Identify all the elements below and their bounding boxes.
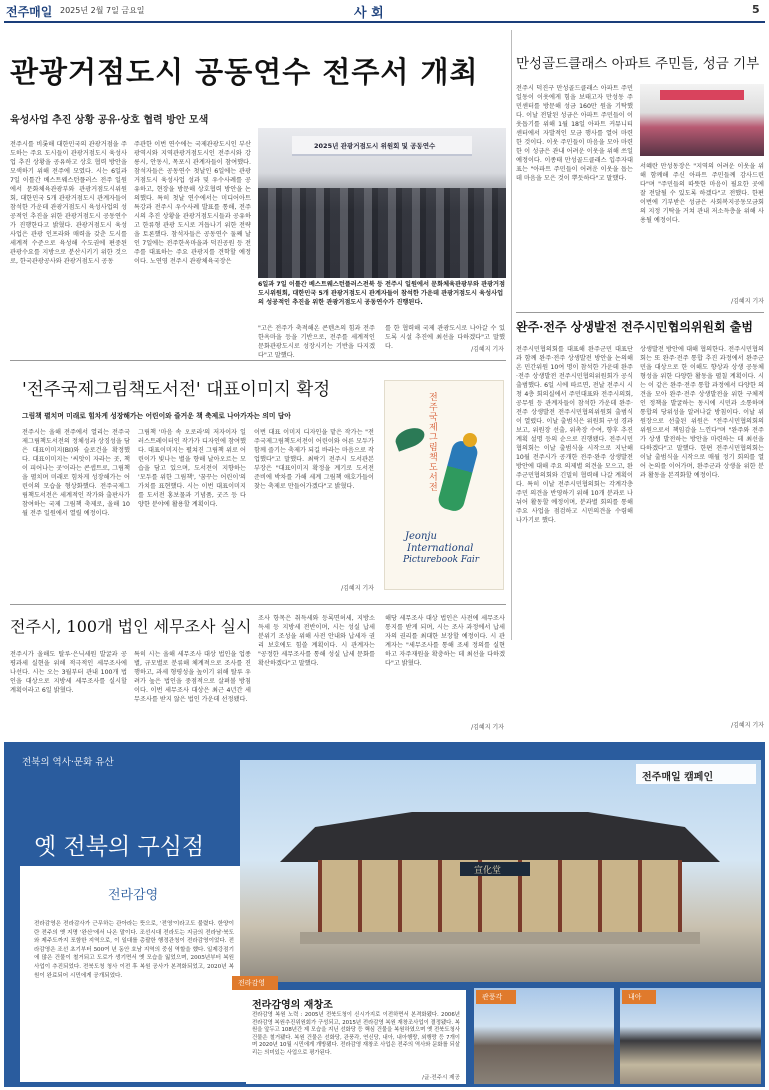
divider-article4 bbox=[10, 604, 506, 605]
article2-col1: 전주시 덕진구 만성골드클래스 아파트 주민일동이 이웃에게 힘을 보태고자 만성동 주민센터를 방문해 성금 160만 원을 기탁했다. 이날 전달된 성금은 아파트 주민들이 이웃돕기를 위해 1월 18일 아파트 커뮤니티센터에서 자발적인 모금 행사를 열어 마련한 것이다. 이웃 주민들이 마음을 모아 마련한 이 성금은 관내 어려운 이웃을 위해 쓰일 예정이다. 이종태 만성골드클래스 입주자대표는 "아파트 주민들이 어려운 이웃을 돕는데 마음을 모은 것이 뿌듯하다"고 말했다. bbox=[516, 85, 633, 182]
feature-intro: 전라감영은 전라감사가 근무하는 관아라는 뜻으로, '전영'이라고도 불렸다. 한양이란 전주의 옛 지명 '완산'에서 나온 말이다. 조선시대 전라도는 지금의 전라남·북도와 제주도까지 포함한 지역으로, 이 일대를 총괄한 행정관청이 전라감영이었다. 전라감영은 조선 초기부터 500여 년 동안 호남 지역의 중심 역할을 했다. 일제강점기에 많은 건물이 철거되고 도로가 생기면서 옛 모습을 잃었으며, 2005년부터 복원 사업이 추진되었다. 전북도청 청사 이전 후 복원 공사가 본격화되었고, 2020년 복원이 완료되어 시민에게 공개되었다. bbox=[34, 921, 234, 979]
conference-photo bbox=[258, 128, 506, 278]
label-sub2-text: 내아 bbox=[628, 993, 642, 1001]
article5-col2: 특히 시는 올해 세무조사 대상 법인을 업종별, 규모별로 분류해 체계적으로 조사를 진행하고, 과세 형평성을 높이기 위해 탈루 우려가 높은 법인을 중점적으로 살펴볼 방침이다. 이번 세무조사 대상은 최근 4년간 세무조사를 받지 않은 법인 가운데 선정됐다. bbox=[134, 651, 251, 703]
feature-subtitle: 전라감영 bbox=[108, 888, 159, 903]
article1-headline: 관광거점도시 공동연수 전주서 개최 bbox=[10, 55, 479, 89]
feature-box-title: 전라감영의 재창조 bbox=[252, 1000, 333, 1011]
article4-col3: 이번 대표 이미지 디자인을 맡은 작가는 "전주국제그림책도서전이 어린이와 어른 모두가 함께 즐기는 축제가 되길 바라는 마음으로 작업했다"고 말했다. 최락기 전주시 도서관본부장은 "대표이미지 확정을 계기로 도서전 준비에 박차를 가해 세계 그림책 애호가들이 찾는 축제로 만들어가겠다"고 밝혔다. bbox=[254, 429, 374, 490]
article5-col3: 조사 항목은 취득세와 등록면허세, 지방소득세 등 지방세 전반이며, 시는 성실 납세 분위기 조성을 위해 사전 안내와 납세자 권리 보호에도 힘쓸 계획이다. 시 관계자는 "공정한 세무조사를 통해 성실 납세 문화를 확산하겠다"고 말했다. bbox=[258, 615, 375, 667]
article1-byline: /김혜지 기자 bbox=[471, 346, 504, 353]
feature-box-text: 전라감영 복원 노력 : 2005년 전북도청이 신시가지로 이전하면서 본격화됐다. 2006년 전라감영 복원추진위원회가 구성되고, 2015년 전라감영 복원 재창조사업이 결정됐다. 복원을 앞두고 108년간 제 모습을 지닌 선화당 등 핵심 건물을 복원하였으며 옛 전북도청사 건물은 철거됐다. 복원 건물은 선화당, 관풍각, 연신당, 내아, 내아행랑, 외행랑 등 7개이며 2020년 10월 시민에게 개방됐다. 전라감영 재창조 사업은 전주의 역사와 문화를 되살리는 의미있는 사업으로 평가된다. bbox=[252, 1012, 460, 1056]
hall-sign-text: 宣化堂 bbox=[474, 866, 502, 876]
label-sub1-text: 관풍각 bbox=[482, 993, 503, 1001]
article5-col4: 해당 세무조사 대상 법인은 사전에 세무조사 통지를 받게 되며, 시는 조사 과정에서 납세자의 권리를 최대한 보장할 예정이다. 시 관계자는 "세무조사를 통해 조세 정의를 실현하고 자주재원을 확충하는 데 최선을 다하겠다"고 밝혔다. bbox=[385, 615, 505, 667]
article4-subhead: 그림책 펼치며 미래로 힘차게 성장해가는 어린이와 즐거운 책 축제로 나아가자는 의미 담아 bbox=[22, 412, 291, 420]
photo-crowd bbox=[258, 188, 506, 278]
feature-title: 옛 전북의 구심점 bbox=[34, 834, 205, 860]
article2-col2: 서혜란 만성동장은 "지역의 어려운 이웃을 위해 함께해 주신 아파트 주민들께 감사드린다"며 "주민들의 따뜻한 마음이 필요한 곳에 잘 전달될 수 있도록 하겠다"고 전했다. 한편 이번에 기부받은 성금은 사회복지공동모금회의 지정 기탁을 거쳐 관내 저소득층을 위해 사용될 예정이다. bbox=[640, 163, 764, 224]
article5-byline: /김혜지 기자 bbox=[471, 724, 504, 731]
article1-photo-caption: 6일과 7일 이틀간 베스트웨스턴플러스전북 등 전주시 일원에서 문화체육관광부와 관광거점도시위원회, 대한민국 5개 관광거점도시 관계자들이 참석한 가운데 관광거점도시 육성사업의 성공적인 추진을 위한 관광거점도시 공동연수가 진행된다. bbox=[258, 281, 505, 306]
article1-col2: 주관한 이번 연수에는 국제관광도시인 부산광역시와 지역관광거점도시인 전주시와 강릉시, 안동시, 목포시 관계자들이 참여했다. 참석자들은 공동연수 첫날인 6일에는 관광거점도시 육성사업 성과 및 우수사례를 공유하고, 현장을 방문해 상호협력 방안을 논의했다. 특히 첫날 연수에서는 미디어아트 특강과 전주시 우수사례 발표를 통해, 전주시의 추진 상황을 관광거점도시들과 공유하고 한류형 관광 도시로 거듭나기 위한 전략을 토론했다. 참석자들은 공동연수 둘째 날인 7일에는 전주한옥마을과 덕진공원 등 전주를 대표하는 주요 관광지를 견학할 예정이다. 노연영 전주시 관광체육국장은 bbox=[134, 141, 251, 265]
hall-base bbox=[300, 932, 700, 944]
article1-col3: "고은 전주가 축적해온 콘텐츠의 힘과 전주한옥마을 등을 기반으로, 전주를 세계적인 문화관광도시로 성장시키는 기반을 다지겠다"고 말했다. bbox=[258, 325, 375, 359]
paper-name: 전주매일 bbox=[6, 5, 53, 19]
article4-col1: 전주시는 올해 전주에서 열리는 전주국제그림책도서전의 정체성과 상징성을 담은 대표이미지(BI)와 슬로건을 확정했다. 대표이미지는 '씨앗이 자라는 곳, 책이 피어나는 곳'이라는 콘셉트로, 그림책을 펼치며 미래로 힘차게 성장해가는 어린이의 모습을 형상화했다. 전주국제그림책도서전은 세계적인 작가와 출판사가 참여하는 국제 그림책 축제로, 올해 10월 전주 일원에서 열릴 예정이다. bbox=[22, 429, 130, 517]
feature-box bbox=[246, 990, 466, 1084]
label-main-text: 전라감영 bbox=[238, 979, 266, 987]
article5-col1: 전주시가 올해도 탈루·은닉세원 발굴과 공평과세 실현을 위해 적극적인 세무조사에 나선다. 시는 오는 3월부터 관내 100개 법인을 대상으로 지방세 세무조사를 실시할 계획이라고 6일 밝혔다. bbox=[10, 651, 127, 694]
article2-byline: /김혜지 기자 bbox=[731, 298, 764, 305]
article5-headline: 전주시, 100개 법인 세무조사 실시 bbox=[10, 617, 252, 636]
label-main bbox=[232, 976, 278, 990]
issue-date: 2025년 2월 7일 금요일 bbox=[60, 6, 145, 15]
article1-subhead: 육성사업 추진 상황 공유·상호 협력 방안 모색 bbox=[10, 115, 209, 126]
feature-campaign: 전주매일 캠페인 bbox=[642, 772, 714, 783]
page-number: 5 bbox=[752, 3, 760, 16]
divider-vertical-top bbox=[511, 30, 512, 640]
poster-en-1: Jeonju bbox=[405, 531, 437, 542]
poster-en-3: Picturebook Fair bbox=[403, 555, 480, 565]
poster-bird-icon bbox=[393, 424, 427, 451]
photo-banner bbox=[292, 136, 472, 156]
section-name: 사 회 bbox=[354, 6, 384, 21]
donation-photo bbox=[640, 84, 764, 156]
feature-kicker: 전북의 역사·문화 유산 bbox=[22, 757, 114, 768]
hall-sign bbox=[460, 862, 530, 876]
picturebook-poster bbox=[384, 380, 504, 590]
article2-headline: 만성골드클래스 아파트 주민들, 성금 기부 bbox=[516, 56, 760, 72]
article3-headline: 완주·전주 상생발전 전주시민협의위원회 출범 bbox=[516, 320, 753, 334]
divider-article2 bbox=[516, 312, 764, 313]
article4-headline: '전주국제그림책도서전' 대표이미지 확정 bbox=[22, 380, 331, 400]
label-sub1 bbox=[476, 990, 516, 1004]
article1-col1: 전주시를 비롯해 대한민국의 관광거점을 주도하는 주요 도시들이 관광거점도시 육성사업 추진 상황을 공유하고 상호 협력 방안을 모색하기 위해 전주에 모였다. 시는 6일과 7일 이틀간 베스트웨스턴플러스 전주 일원에서 문화체육관광부와 관광거점도시위원회, 대한민국 5개 관광거점도시 관계자들이 참석한 가운데 관광거점도시 육성사업의 성공적인 추진을 위한 관광거점도시 공동연수가 진행한다고 밝혔다. 관광거점도시 육성사업은 관광 인프라와 매력을 갖춘 도시를 세계적 수준으로 육성해 수도권에 편중된 관광수요를 지방으로 분산시키기 위한 것으로, 한국관광공사와 관광거점도시 공동 bbox=[10, 141, 127, 265]
divider-article1 bbox=[10, 360, 506, 361]
poster-title: 전주국제그림책도서전 bbox=[429, 393, 438, 493]
article3-col2: 상생발전 방안에 대해 협의한다. 전주시민협의회는 또 완주·전주 통합 추진 과정에서 완주군민을 대상으로 한 이해도 향상과 상생 공동체 형성을 위한 다양한 활동을 펼칠 계획이다. 시는 이 같은 완주·전주 통합 과정에서 다양한 의견을 모아 완주·전주 상생발전을 위한 구체적인 정책을 발굴하는 동시에 시민과 소통하며 통합의 당위성을 알려나갈 방침이다. 이날 위원장으로 선출된 위원은 "전주시민협의회의 위원으로서 책임감을 느낀다"며 "완주와 전주가 상생 발전하는 방안을 마련하는 데 최선을 다하겠다"고 말했다. 한편 전주시민협의회는 이날 출범식을 시작으로 매월 정기 회의를 열어 논의를 이어가며, 완주군과 상생을 위한 분과 활동을 본격화할 예정이다. bbox=[640, 346, 764, 479]
poster-en-2: International bbox=[407, 543, 474, 554]
article4-col2: 그림책 '마음 속 오로라'의 저자이자 일러스트레이터인 작가가 디자인에 참여했다. 대표이미지는 펼쳐진 그림책 위로 어린이가 빛나는 별을 향해 날아오르는 모습을 담고 있으며, 도서전이 지향하는 '모두를 위한 그림책', '꿈꾸는 어린이'의 가치를 표현했다. 시는 이번 대표이미지를 도서전 홍보물과 기념품, 굿즈 등 다양한 분야에 활용할 계획이다. bbox=[138, 429, 246, 508]
label-sub2 bbox=[622, 990, 656, 1004]
header-rule bbox=[4, 21, 765, 23]
feature-box-credit: /글·전주시 제공 bbox=[422, 1075, 460, 1081]
feature-text-panel bbox=[20, 866, 246, 1082]
article4-byline: /김혜지 기자 bbox=[341, 585, 374, 592]
article3-byline: /김혜지 기자 bbox=[731, 722, 764, 729]
photo-banner-text: 2025년 관광거점도시 위원회 및 공동연수 bbox=[314, 142, 436, 150]
poster-flower-icon bbox=[463, 433, 477, 447]
feature-section bbox=[4, 742, 765, 1087]
article3-col1: 전주시민협의회를 대표해 완주군민 대표단과 함께 완주·전주 상생발전 방안을 논의해온 민간위원 10여 명이 참석한 가운데 완주·전주 상생발전 전주시민협의위원회가 공식 출범했다. 6일 시에 따르면, 전날 전주시 시청 4층 회의실에서 주민대표와 전주시의회, 공무원 등 관계자들이 참석한 가운데 완주·전주 상생발전 전주시민협의위원회 출범식이 열렸다. 이날 출범식은 위원회 구성 경과 보고, 위원장 선출, 위촉장 수여, 향후 추진계획 설명 등의 순으로 진행됐다. 전주시민협의회는 이날 출범식을 시작으로 지난해 10월 전주시가 공개한 전주·완주 상생발전 방안에 대해 주요 의제별 의견을 모으고, 완주군민협의회와 긴밀히 협력해 나갈 계획이다. 특히 이날 전주시민협의회는 각계각층 주민 의견을 반영하기 위해 10개 분과로 나뉘어 활동할 예정이며, 분과별 회의를 통해 주요 사업을 점검하고 시민의견을 수렴해 나가기로 했다. bbox=[516, 346, 633, 524]
donation-banner bbox=[660, 90, 744, 100]
article1-col4: 를 한 협력해 국제 관광도시로 나아갈 수 있도록 시설 추진에 최선을 다하겠다"고 말했다. bbox=[385, 325, 505, 350]
roof-shape bbox=[280, 812, 720, 862]
seonhwadang-photo bbox=[240, 760, 761, 982]
